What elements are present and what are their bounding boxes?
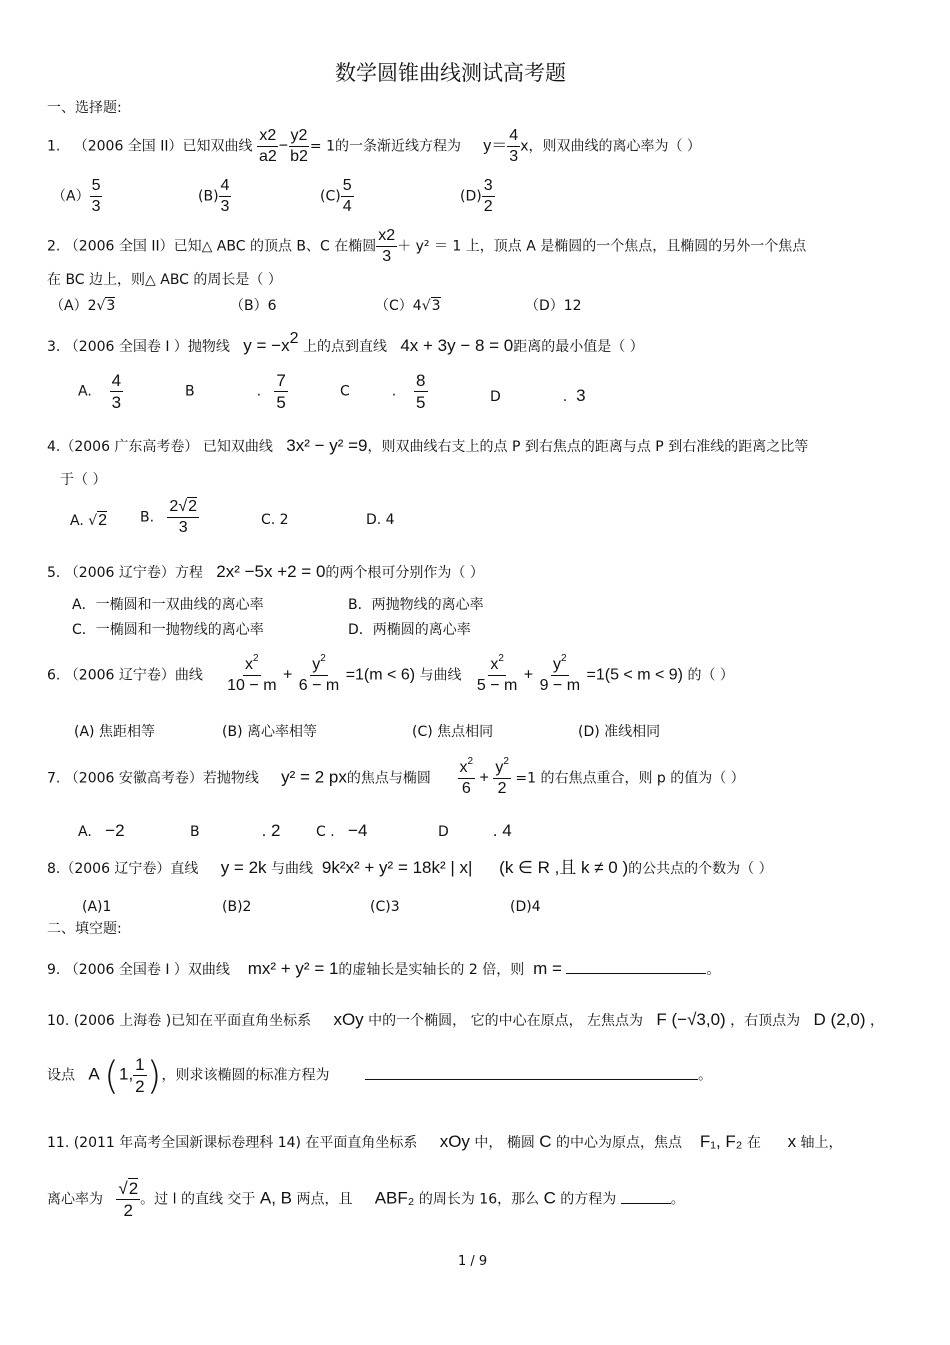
q7-option-a: A. −2 xyxy=(78,821,125,840)
q1-option-a: （A） $\frac{5}{3}$ xyxy=(52,177,101,215)
question-1: 1. （2006 全国 II）已知双曲线 $\frac{x2}{a2}$ − $\frac{y2}{b2}$ = 1的一条渐近线方程为 y＝ $\frac{4}{3}$ x，则双曲线的离心率为（ ） xyxy=(47,127,701,165)
question-2-line2: 在 BC 边上，则△ ABC 的周长是（ ） xyxy=(47,272,282,288)
q8-option-d: (D)4 xyxy=(510,899,541,915)
q6-option-b: (B) 离心率相等 xyxy=(222,724,317,740)
q10-answer-blank[interactable] xyxy=(365,1079,698,1080)
question-11: 11. (2011 年高考全国新课标卷理科 14) 在平面直角坐标系 xOy 中， 椭圆 C 的中心为原点，焦点 F₁, F₂ 在 x 轴上， xyxy=(47,1132,843,1151)
q6-option-c: (C) 焦点相同 xyxy=(412,724,494,740)
q4-option-b: B. $\frac{2√2}{3}$ xyxy=(140,498,198,536)
q2-option-a: （A）2√3 xyxy=(50,298,116,314)
q9-answer-blank[interactable] xyxy=(566,973,706,974)
q4-option-c: C. 2 xyxy=(261,512,289,528)
question-2: 2. （2006 全国 II）已知△ ABC 的顶点 B、C 在椭圆 $\frac{x2}{3}$ ＋ y² ＝ 1 上，顶点 A 是椭圆的一个焦点，且椭圆的另外一个焦点 xyxy=(47,227,807,265)
question-8: 8.（2006 辽宁卷）直线 y = 2k 与曲线 9k²x² + y² = 18k² | x| (k ∈ R ,且 k ≠ 0 )的公共点的个数为（ ） xyxy=(47,858,773,877)
q6-option-d: (D) 准线相同 xyxy=(578,724,661,740)
page-number: 1 / 9 xyxy=(458,1254,488,1269)
question-9: 9. （2006 全国卷 I ）双曲线 mx² + y² = 1的虚轴长是实轴长的 2 倍，则 m = 。 xyxy=(47,959,721,978)
q5-option-c: C．一椭圆和一抛物线的离心率 xyxy=(72,622,264,638)
question-3: 3. （2006 全国卷 I ）抛物线 $y = -x^2$ 上的点到直线 4x + 3y − 8 = 0距离的最小值是（ ） xyxy=(47,330,644,355)
q11-answer-blank[interactable] xyxy=(621,1203,671,1204)
q1-option-b: (B) $\frac{4}{3}$ xyxy=(198,177,230,215)
q5-option-a: A．一椭圆和一双曲线的离心率 xyxy=(72,597,264,613)
q5-option-b: B．两抛物线的离心率 xyxy=(348,597,484,613)
question-10-line2: 设点 A (1, $\frac{1}{2}$ )，则求该椭圆的标准方程为 。 xyxy=(47,1053,713,1098)
page-title: 数学圆锥曲线测试高考题 xyxy=(335,61,566,85)
q5-option-d: D．两椭圆的离心率 xyxy=(348,622,471,638)
section-fill-heading: 二、填空题: xyxy=(47,921,122,937)
question-5: 5. （2006 辽宁卷）方程 2x² −5x +2 = 0的两个根可分别作为（ ） xyxy=(47,562,484,581)
section-choice-heading: 一、选择题: xyxy=(47,100,122,116)
q3-option-c: C . $\frac{8}{5}$ xyxy=(340,371,426,412)
q1-option-c: (C) $\frac{5}{4}$ xyxy=(320,177,352,215)
q2-option-c: （C）4√3 xyxy=(375,298,441,314)
question-6: 6. （2006 辽宁卷）曲线 $\frac{x^2}{10 - m}$ + $\frac{y^2}{6 - m}$ =1(m < 6) 与曲线 $\frac{x^2}{5 - m}$ + $\frac{y^2}{9 - m}$ =1(5 < m < 9) 的（ ） xyxy=(47,653,734,694)
q8-option-a: (A)1 xyxy=(82,899,112,915)
question-10: 10. (2006 上海卷 )已知在平面直角坐标系 xOy 中的一个椭圆， 它的中心在原点， 左焦点为 F (−√3,0) ，右顶点为 D (2,0) ， xyxy=(47,1010,884,1029)
question-11-line2: 离心率为 $\frac{√2}{2}$ 。过 l 的直线 交于 A, B 两点，且 ABF₂ 的周长为 16，那么 C 的方程为 。 xyxy=(47,1179,685,1220)
q3-option-d: D . 3 xyxy=(490,386,586,405)
q4-option-a: A. √2 xyxy=(70,512,108,529)
question-4-line2: 于（ ） xyxy=(60,472,107,488)
q8-option-b: (B)2 xyxy=(222,899,252,915)
q6-option-a: (A) 焦距相等 xyxy=(74,724,155,740)
q2-option-b: （B）6 xyxy=(230,298,277,314)
q1-option-d: (D) $\frac{3}{2}$ xyxy=(460,177,493,215)
q8-option-c: (C)3 xyxy=(370,899,400,915)
q2-option-d: （D）12 xyxy=(525,298,582,314)
question-4: 4.（2006 广东高考卷） 已知双曲线 3x² − y² =9，则双曲线右支上的点 P 到右焦点的距离与点 P 到右准线的距离之比等 xyxy=(47,436,809,455)
q4-option-d: D. 4 xyxy=(366,512,395,528)
question-7: 7. （2006 安徽高考卷）若抛物线 y² = 2 px的焦点与椭圆 $\frac{x^2}{6}$ + $\frac{y^2}{2}$ =1 的右焦点重合，则 p 的值为（ ） xyxy=(47,756,745,797)
q3-option-b: B . $\frac{7}{5}$ xyxy=(185,371,286,412)
q7-option-b: B . 2 xyxy=(190,821,281,840)
q3-option-a: A. $\frac{4}{3}$ xyxy=(78,371,122,412)
q7-option-d: D . 4 xyxy=(438,821,512,840)
q7-option-c: C . −4 xyxy=(316,821,368,840)
